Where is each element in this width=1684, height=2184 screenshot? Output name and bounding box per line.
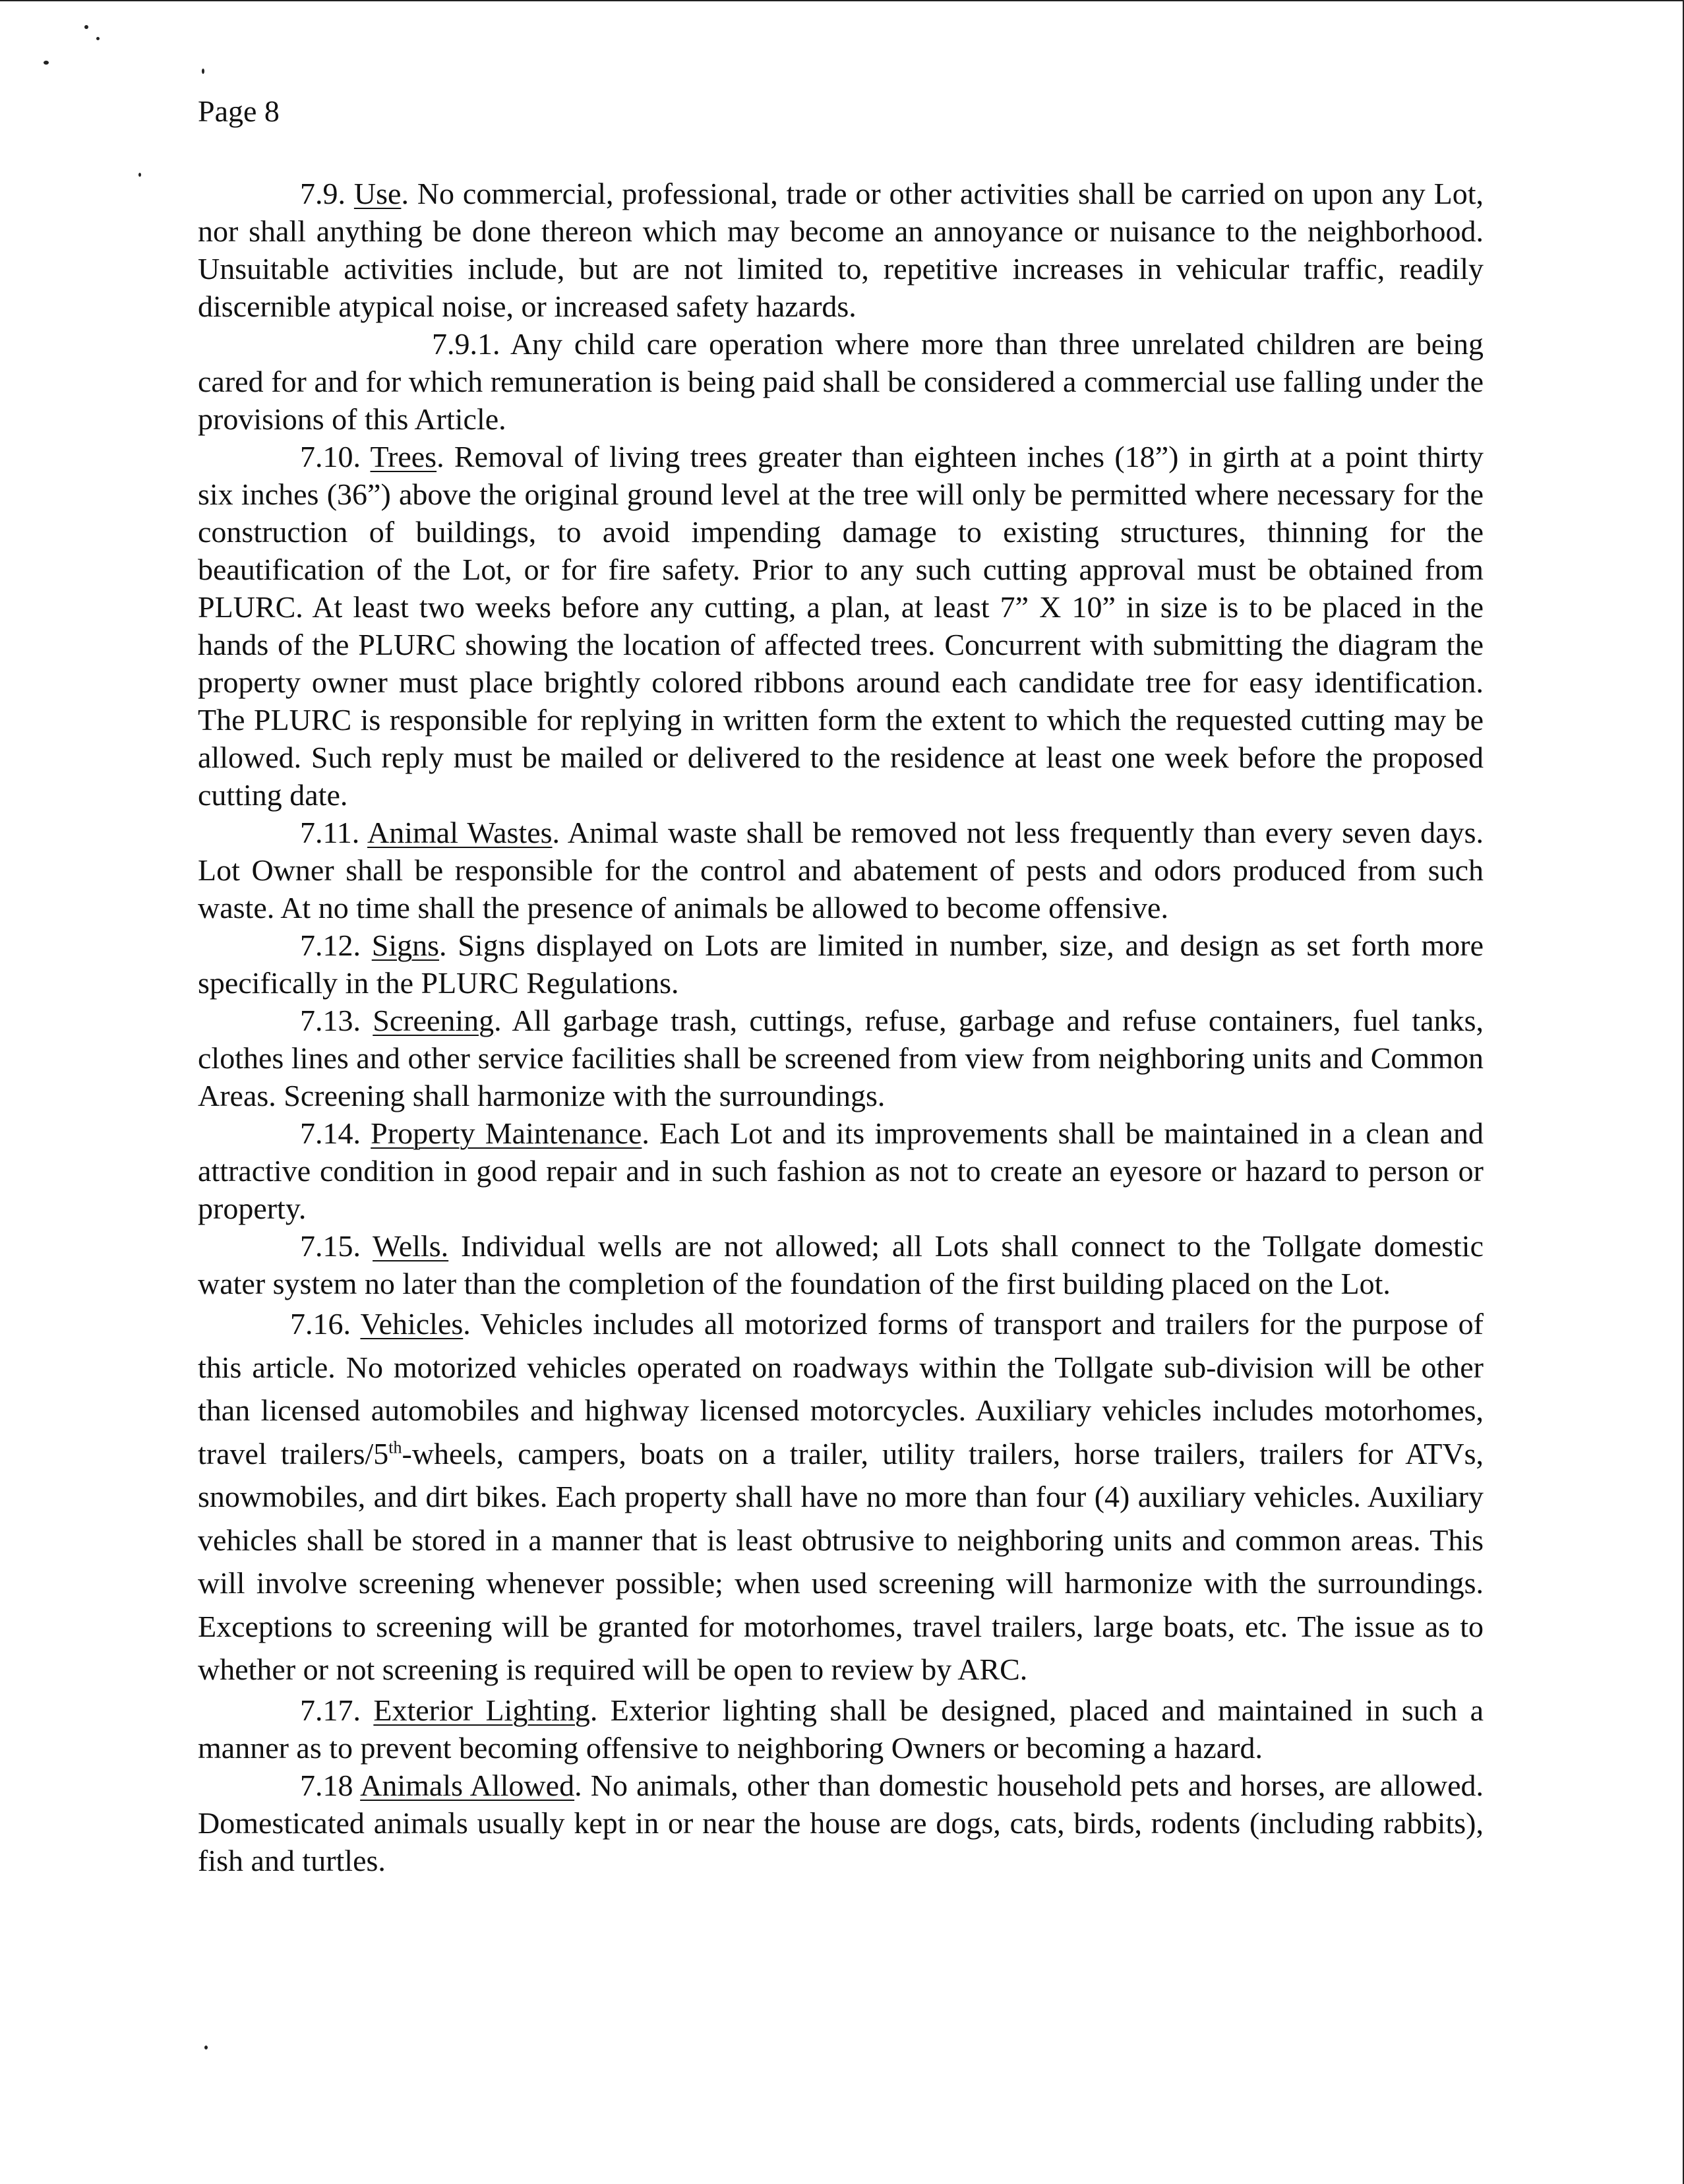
section-number: 7.12.	[300, 928, 361, 962]
scan-speck	[202, 69, 204, 74]
section-title: Vehicles	[360, 1307, 464, 1341]
section-title: Animals Allowed	[360, 1768, 575, 1802]
section-7-18	[198, 1767, 1484, 1879]
section-title: Wells.	[373, 1229, 449, 1263]
section-title: Property Maintenance	[371, 1116, 642, 1150]
section-title: Trees	[370, 440, 437, 473]
section-title: Signs	[371, 928, 439, 962]
scan-speck	[84, 25, 88, 29]
section-number: 7.16.	[290, 1307, 351, 1341]
page-number: Page 8	[198, 94, 280, 128]
section-text: Any child care operation where more than three unrelated children are being cared for and for which remuneration is being paid shall be considered a commercial use falling under the provisions of this Article.	[198, 327, 1484, 436]
section-number: 7.15.	[300, 1229, 361, 1263]
scan-speck	[44, 61, 49, 65]
section-text: . Each Lot and its improvements shall be maintained in a clean and attractive condition in good repair and in such fashion as not to create an eyesore or hazard to person or property.	[198, 1116, 1484, 1225]
section-number: 7.11.	[300, 816, 360, 849]
section-text: . No commercial, professional, trade or other activities shall be carried on upon any Lot, nor shall anything be done thereon which may become an annoyance or nuisance to the neighborhood. Unsuitable activities include, but are not limited to, repetitive increases in vehicular traffic, readily discernible atypical noise, or increased safety hazards.	[198, 177, 1484, 323]
section-number: 7.17.	[300, 1693, 361, 1727]
section-text: . Removal of living trees greater than eighteen inches (18”) in girth at a point thirty six inches (36”) above the original ground level at the tree will only be permitted where necessary for the construction of buildings, to avoid impending damage to existing structures, thinning for the beautification of the Lot, or for fire safety. Prior to any such cutting approval must be obtained from PLURC. At least two weeks before any cutting, a plan, at least 7” X 10” in size is to be placed in the hands of the PLURC showing the location of affected trees. Concurrent with submitting the diagram the property owner must place brightly colored ribbons around each candidate tree for easy identification. The PLURC is responsible for replying in written form the extent to which the requested cutting may be allowed. Such reply must be mailed or delivered to the residence at least one week before the proposed cutting date.	[198, 440, 1484, 812]
section-text: . Vehicles includes all motorized forms of transport and trailers for the purpose of this article. No motorized vehicles operated on roadways within the Tollgate sub-division will be other than licensed automobiles and highway licensed motorcycles. Auxiliary vehicles includes motorhomes, travel trailers/5	[198, 1307, 1484, 1471]
section-title: Screening	[373, 1004, 495, 1037]
section-number: 7.14.	[300, 1116, 361, 1150]
section-7-17	[198, 1691, 1484, 1767]
section-text: . No animals, other than domestic household pets and horses, are allowed. Domesticated animals usually kept in or near the house are dogs, cats, birds, rodents (including rabbits), fish and turtles.	[198, 1768, 1484, 1877]
section-text: -wheels, campers, boats on a trailer, utility trailers, horse trailers, trailers for ATVs, snowmobiles, and dirt bikes. Each property shall have no more than four (4) auxiliary vehicles. Auxiliary vehicles shall be stored in a manner that is least obtrusive to neighboring units and common areas. This will involve screening whenever possible; when used screening will harmonize with the surroundings. Exceptions to screening will be granted for motorhomes, travel trailers, large boats, etc. The issue as to whether or not screening is required will be open to review by ARC.	[198, 1436, 1484, 1686]
scan-speck	[138, 173, 141, 177]
section-text: . Exterior lighting shall be designed, placed and maintained in such a manner as to prevent becoming offensive to neighboring Owners or becoming a hazard.	[198, 1693, 1484, 1765]
section-number: 7.18	[300, 1768, 353, 1802]
section-title: Animal Wastes	[367, 816, 553, 849]
section-text: . Animal waste shall be removed not less frequently than every seven days. Lot Owner shall be responsible for the control and abatement of pests and odors produced from such waste. At no time shall the presence of animals be allowed to become offensive.	[198, 816, 1484, 925]
section-title: Use	[353, 177, 402, 210]
section-7-9	[198, 175, 1484, 325]
section-text: . Signs displayed on Lots are limited in number, size, and design as set forth more specifically in the PLURC Regulations.	[198, 928, 1484, 1000]
section-7-16	[198, 1302, 1484, 1691]
section-7-9-1	[198, 325, 1484, 438]
section-7-15	[198, 1227, 1484, 1302]
section-text: Individual wells are not allowed; all Lots shall connect to the Tollgate domestic water system no later than the completion of the foundation of the first building placed on the Lot.	[198, 1229, 1484, 1300]
scan-speck	[96, 37, 100, 40]
scan-speck	[204, 2046, 208, 2049]
section-number: 7.9.	[300, 177, 346, 210]
section-7-11	[198, 814, 1484, 926]
section-7-13	[198, 1002, 1484, 1114]
section-7-14	[198, 1114, 1484, 1227]
document-body	[198, 175, 1484, 1879]
section-number: 7.13.	[300, 1004, 361, 1037]
superscript: th	[388, 1438, 402, 1457]
section-7-10	[198, 438, 1484, 814]
section-title: Exterior Lighting	[373, 1693, 590, 1727]
section-text: . All garbage trash, cuttings, refuse, garbage and refuse containers, fuel tanks, clothes lines and other service facilities shall be screened from view from neighboring units and Common Areas. Screening shall harmonize with the surroundings.	[198, 1004, 1484, 1112]
section-7-12	[198, 926, 1484, 1002]
section-number: 7.10.	[300, 440, 361, 473]
section-number: 7.9.1.	[432, 327, 500, 361]
